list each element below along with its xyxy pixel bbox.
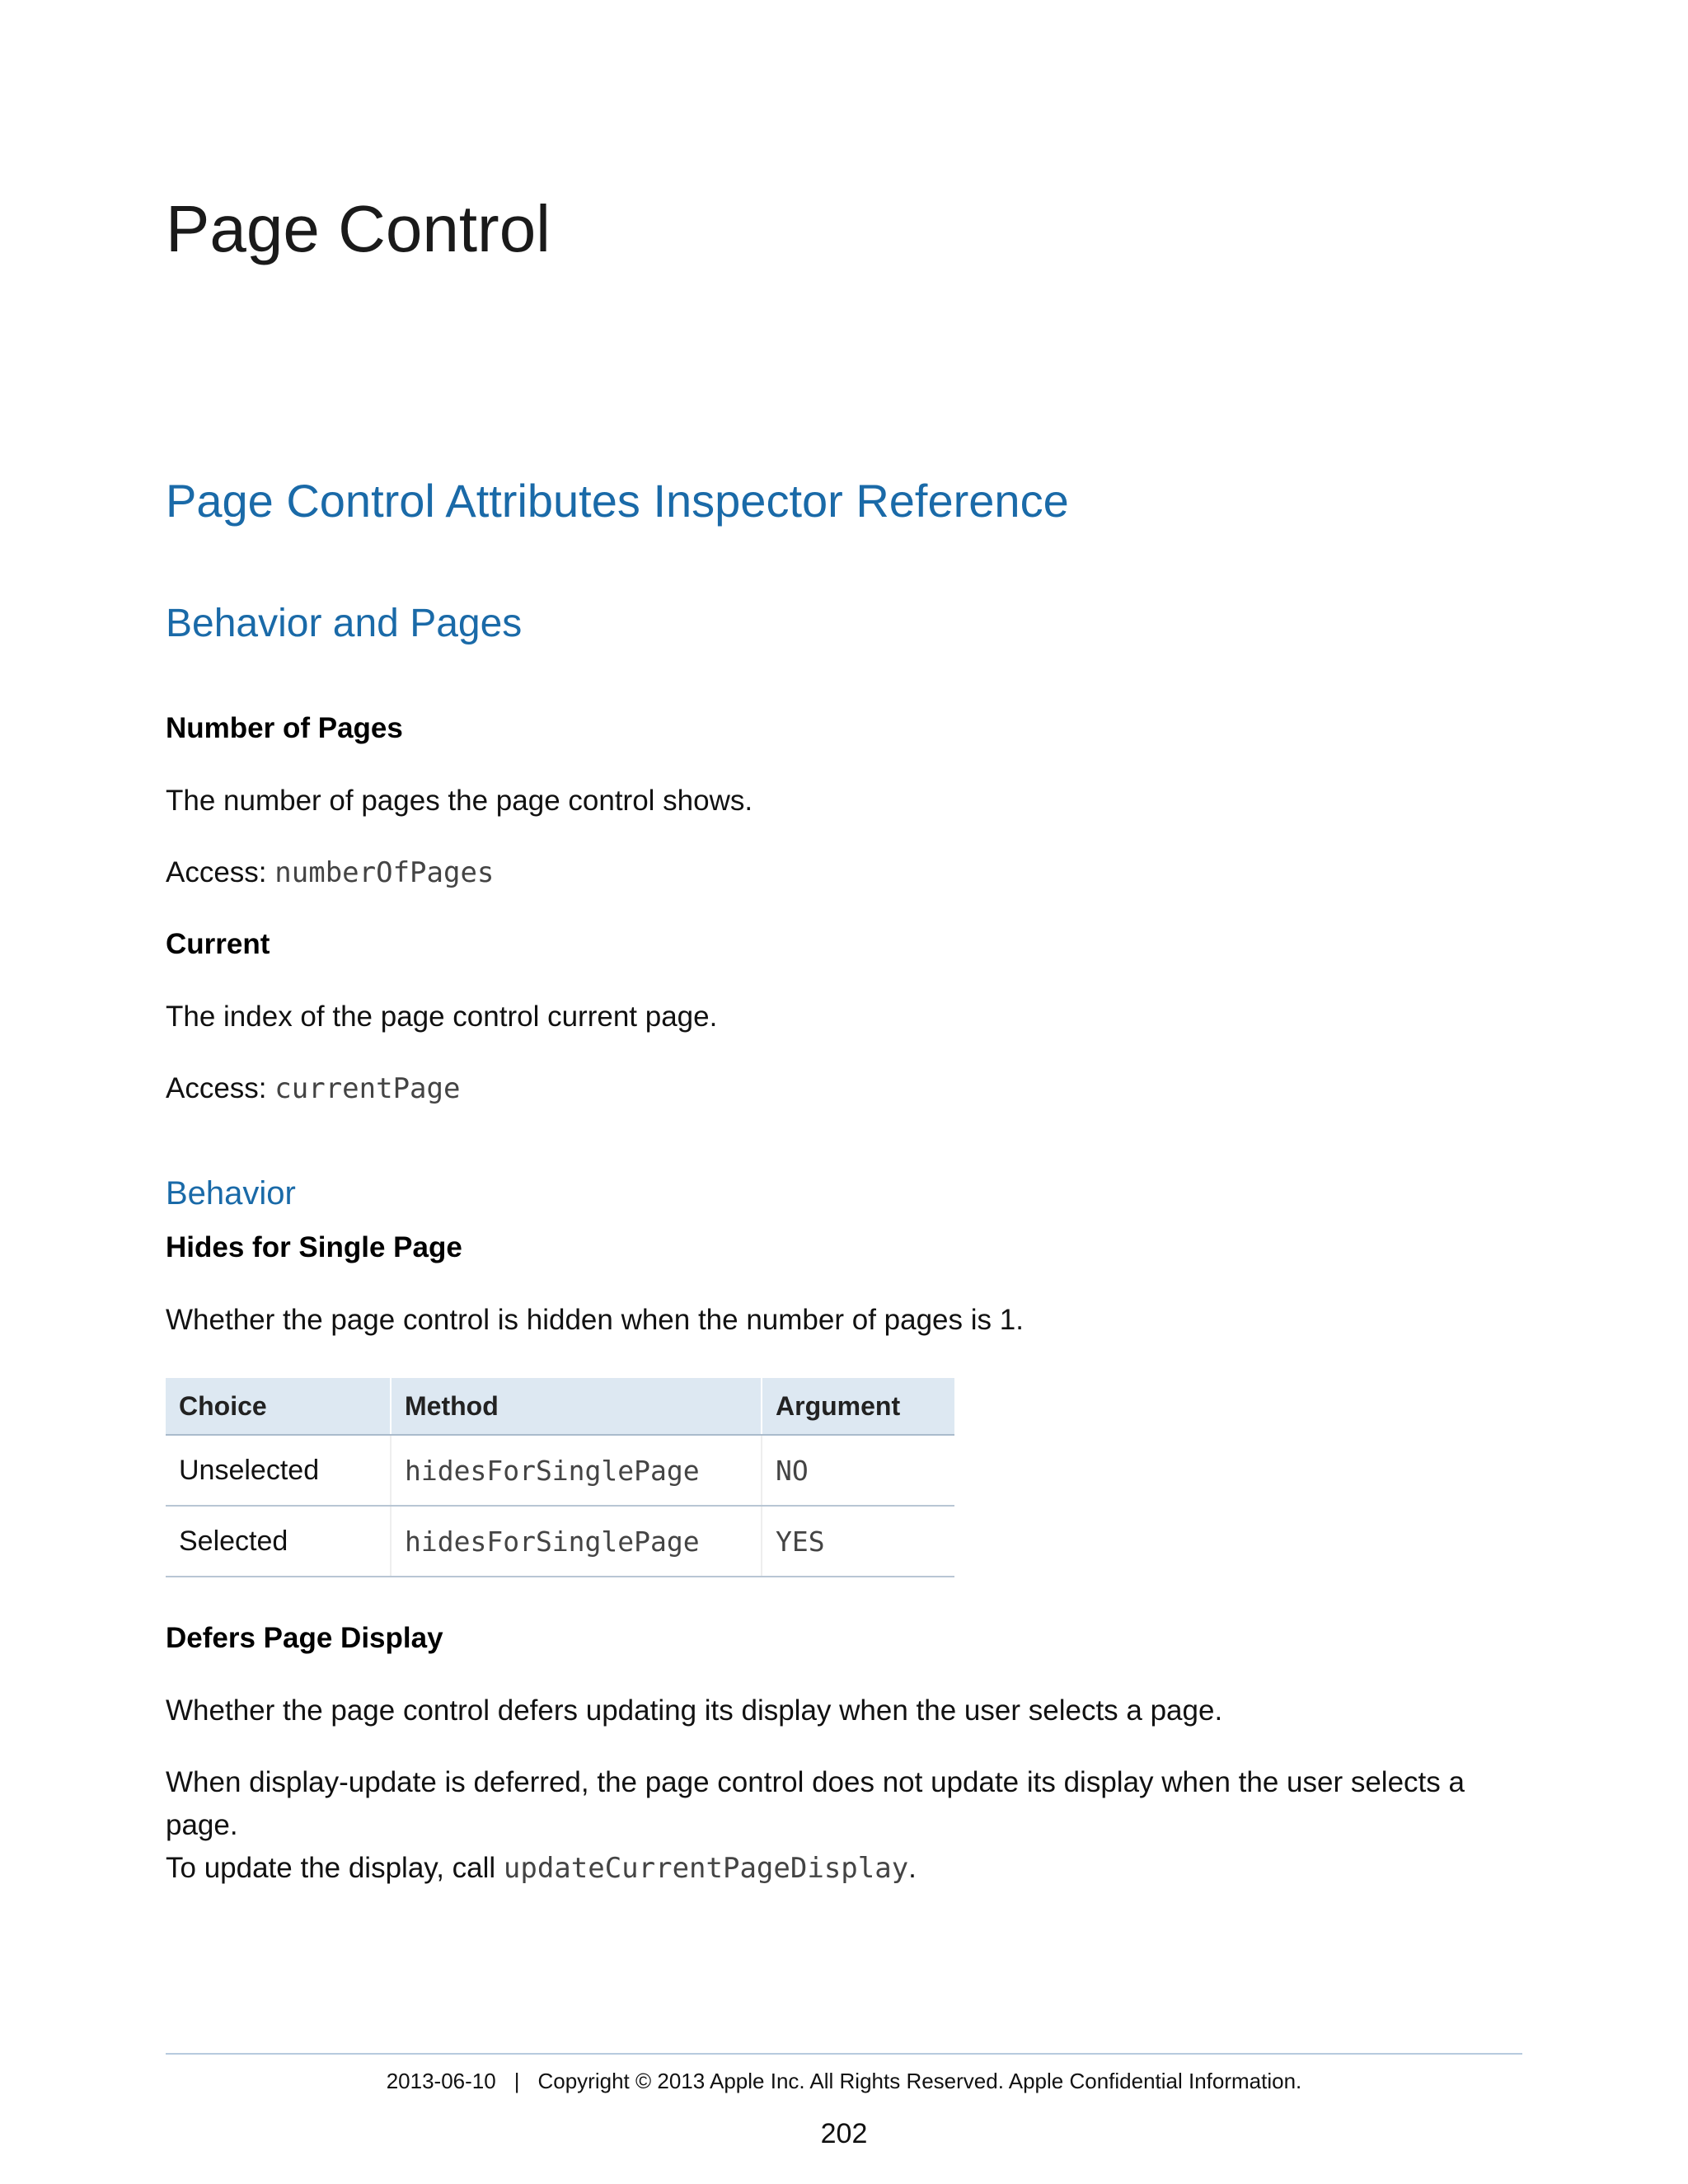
- table-header-method: Method: [391, 1378, 762, 1435]
- hides-for-single-page-title: Hides for Single Page: [166, 1231, 462, 1263]
- number-of-pages-description: The number of pages the page control shows.: [166, 785, 753, 817]
- footer-date: 2013-06-10: [386, 2069, 496, 2093]
- footer-copyright: Copyright © 2013 Apple Inc. All Rights Reserved. Apple Confidential Information.: [537, 2069, 1302, 2093]
- subsection-title: Behavior and Pages: [166, 602, 523, 645]
- table-cell-argument: YES: [762, 1506, 954, 1577]
- access-property-code: currentPage: [274, 1072, 461, 1105]
- current-description: The index of the page control current page.: [166, 1001, 718, 1033]
- table-cell-method: hidesForSinglePage: [391, 1435, 762, 1506]
- detail-line-2-prefix: To update the display, call: [166, 1852, 504, 1884]
- detail-suffix: .: [908, 1852, 917, 1884]
- footer-separator: |: [513, 2069, 520, 2093]
- defers-page-display-detail: [166, 1761, 1526, 1890]
- behavior-heading: Behavior: [166, 1175, 296, 1212]
- defers-page-display-description: Whether the page control defers updating its display when the user selects a page.: [166, 1694, 1223, 1727]
- current-access: [166, 1067, 1526, 1110]
- table-cell-choice: Selected: [166, 1506, 391, 1577]
- chapter-title: Page Control: [166, 192, 551, 265]
- access-property-code: numberOfPages: [274, 856, 495, 889]
- table-header-argument: Argument: [762, 1378, 954, 1435]
- footer: [166, 2069, 1522, 2094]
- table-cell-choice: Unselected: [166, 1435, 391, 1506]
- access-label: Access:: [166, 856, 267, 888]
- table-header-row: [166, 1378, 954, 1435]
- footer-divider: [166, 2053, 1522, 2055]
- choice-method-table: [166, 1378, 954, 1577]
- hides-for-single-page-description: Whether the page control is hidden when the number of pages is 1.: [166, 1304, 1024, 1336]
- table-row: [166, 1435, 954, 1506]
- table-cell-argument: NO: [762, 1435, 954, 1506]
- section-title: Page Control Attributes Inspector Reference: [166, 475, 1069, 527]
- detail-method-code: updateCurrentPageDisplay: [503, 1852, 909, 1885]
- table-row: [166, 1506, 954, 1577]
- table-header-choice: Choice: [166, 1378, 391, 1435]
- page-number: 202: [820, 2118, 868, 2149]
- detail-line-1: When display-update is deferred, the page control does not update its display when the user selects a page.: [166, 1766, 1465, 1841]
- current-title: Current: [166, 928, 270, 960]
- document-page: [166, 0, 1522, 2184]
- access-label: Access:: [166, 1072, 267, 1104]
- number-of-pages-access: [166, 851, 1526, 894]
- number-of-pages-title: Number of Pages: [166, 712, 403, 744]
- defers-page-display-title: Defers Page Display: [166, 1622, 443, 1654]
- table-cell-method: hidesForSinglePage: [391, 1506, 762, 1577]
